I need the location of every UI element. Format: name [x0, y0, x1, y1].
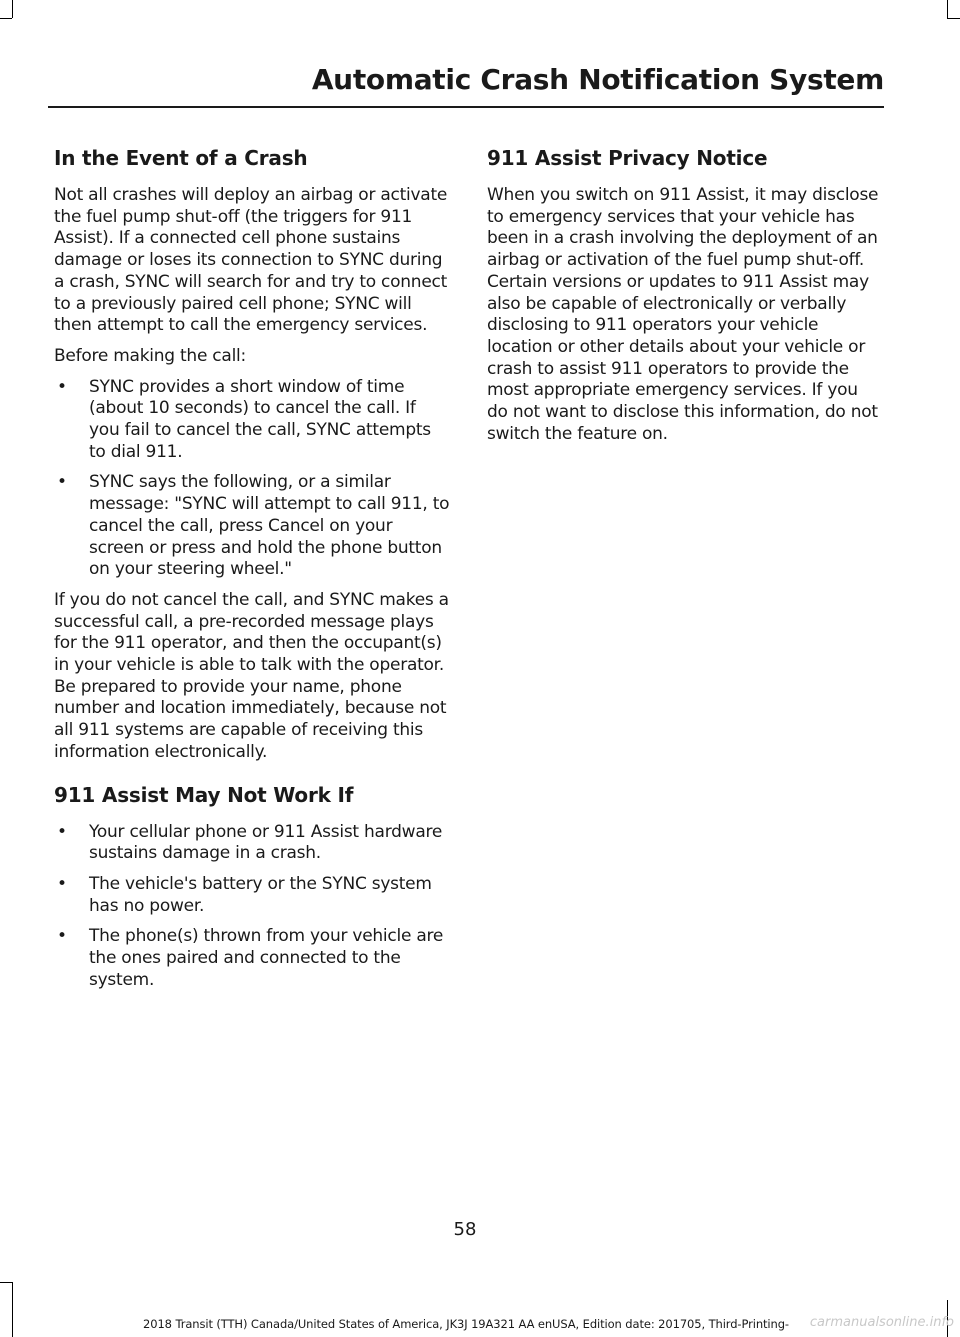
- list-item-text: Your cellular phone or 911 Assist hardware sustains damage in a crash.: [89, 821, 443, 864]
- section-heading-may-not-work: 911 Assist May Not Work If: [54, 782, 354, 807]
- list-item-text: SYNC provides a short window of time (about 10 seconds) to cancel the call. If you fail to cancel the call, SYNC attempts to dial 911.: [89, 376, 431, 462]
- crop-mark: [12, 0, 13, 18]
- title-divider: [48, 106, 884, 108]
- bullet-glyph: •: [57, 821, 67, 842]
- list-item: [54, 377, 450, 464]
- paragraph: If you do not cancel the call, and SYNC makes a successful call, a pre-recorded message plays for the 911 operator, and then the occupant(s) in your vehicle is able to talk with the operator. Be prepared to provide your name, phone number and location immediately, because not all 911 systems are capable of receiving this information electronically.: [54, 589, 449, 762]
- crop-mark: [12, 1282, 13, 1337]
- crop-mark: [0, 1282, 12, 1283]
- page-title: Automatic Crash Notification System: [311, 63, 884, 96]
- bullet-glyph: •: [57, 472, 67, 493]
- bullet-glyph: •: [57, 926, 67, 947]
- paragraph: Not all crashes will deploy an airbag or activate the fuel pump shut-off (the triggers for 911 Assist). If a connected cell phone sustains damage or loses its connection to SYNC during a crash, SYNC will search for and try to connect to a previously paired cell phone; SYNC will then attempt to call the emergency services.: [54, 185, 448, 336]
- list-item: [54, 926, 450, 991]
- section-heading-crash-event: In the Event of a Crash: [54, 146, 308, 170]
- paragraph: When you switch on 911 Assist, it may disclose to emergency services that your vehicle has been in a crash involving the deployment of an airbag or activation of the fuel pump shut-off. Certain versions or updates to 911 Assist may also be capable of electronically or verbally disclosing to 911 operators your vehicle location or other details about your vehicle or crash to assist 911 operators to provide the most appropriate emergency services. If you do not want to disclose this information, do not switch the feature on.: [487, 185, 879, 444]
- bullet-list-before-call: [54, 377, 450, 581]
- crop-mark: [947, 18, 960, 19]
- section-heading-privacy-notice: 911 Assist Privacy Notice: [487, 146, 768, 170]
- list-item-text: SYNC says the following, or a similar message: "SYNC will attempt to call 911, to cancel the call, press Cancel on your screen or press and hold the phone button on your steering wheel.": [89, 472, 450, 580]
- bullet-list-may-not-work: [54, 822, 450, 992]
- bullet-glyph: •: [57, 376, 67, 397]
- list-item: [54, 472, 450, 581]
- crop-mark: [0, 18, 12, 19]
- watermark: carmanualsonline.info: [809, 1315, 954, 1330]
- right-column: [487, 143, 883, 454]
- footer-edition-info: 2018 Transit (TTH) Canada/United States of America, JK3J 19A321 AA enUSA, Edition date: 201705, Third-Printing-: [143, 1317, 789, 1331]
- list-item-text: The phone(s) thrown from your vehicle are the ones paired and connected to the system.: [89, 926, 444, 990]
- list-item-text: The vehicle's battery or the SYNC system has no power.: [89, 873, 432, 916]
- list-item: [54, 822, 450, 865]
- crop-mark: [947, 0, 948, 18]
- bullet-glyph: •: [57, 873, 67, 894]
- left-column: [54, 143, 450, 1001]
- paragraph: Before making the call:: [54, 345, 246, 366]
- list-item: [54, 874, 450, 917]
- page-number: 58: [453, 1219, 477, 1240]
